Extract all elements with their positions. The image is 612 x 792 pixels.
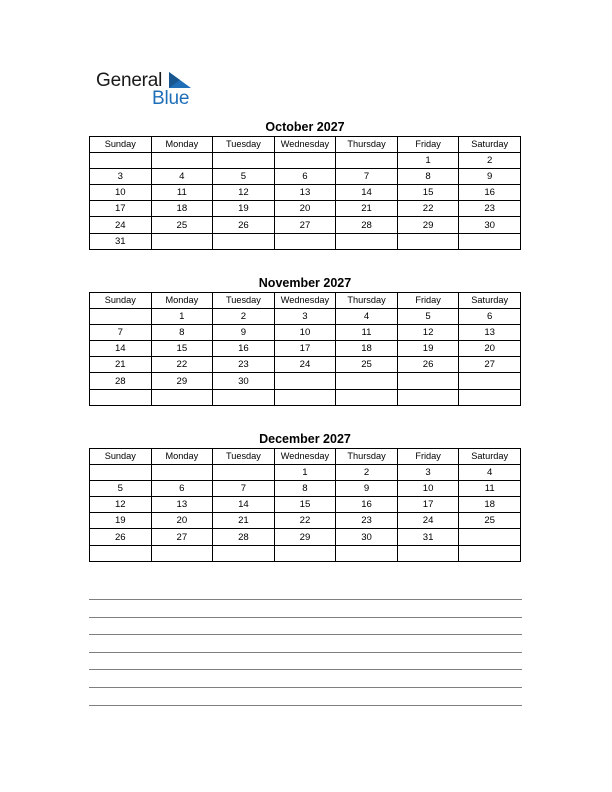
weekday-header: Saturday bbox=[459, 293, 521, 309]
day-cell: 7 bbox=[90, 325, 152, 341]
week-row bbox=[90, 465, 521, 481]
day-cell bbox=[336, 233, 398, 249]
day-cell bbox=[90, 545, 152, 561]
day-cell: 1 bbox=[274, 465, 336, 481]
day-cell: 6 bbox=[274, 169, 336, 185]
day-cell bbox=[459, 373, 521, 389]
day-cell: 26 bbox=[90, 529, 152, 545]
day-cell: 8 bbox=[397, 169, 459, 185]
week-row bbox=[90, 529, 521, 545]
week-row bbox=[90, 325, 521, 341]
day-cell: 26 bbox=[397, 357, 459, 373]
day-cell: 4 bbox=[151, 169, 213, 185]
day-cell: 29 bbox=[274, 529, 336, 545]
weekday-header: Sunday bbox=[90, 293, 152, 309]
weekday-header: Tuesday bbox=[213, 137, 275, 153]
day-cell: 26 bbox=[213, 217, 275, 233]
day-cell: 25 bbox=[151, 217, 213, 233]
day-cell bbox=[397, 545, 459, 561]
day-cell bbox=[274, 545, 336, 561]
month-december bbox=[89, 430, 521, 562]
day-cell: 24 bbox=[274, 357, 336, 373]
weekday-header: Monday bbox=[151, 449, 213, 465]
day-cell: 20 bbox=[274, 201, 336, 217]
day-cell: 27 bbox=[459, 357, 521, 373]
weekday-header: Thursday bbox=[336, 449, 398, 465]
day-cell bbox=[397, 233, 459, 249]
note-line bbox=[89, 705, 522, 723]
day-cell: 11 bbox=[336, 325, 398, 341]
day-cell: 18 bbox=[151, 201, 213, 217]
logo bbox=[96, 70, 206, 108]
day-cell bbox=[213, 389, 275, 405]
calendar-grid bbox=[89, 136, 521, 250]
day-cell: 24 bbox=[90, 217, 152, 233]
day-cell: 27 bbox=[151, 529, 213, 545]
day-cell: 12 bbox=[397, 325, 459, 341]
note-line bbox=[89, 652, 522, 670]
day-cell: 20 bbox=[459, 341, 521, 357]
note-line bbox=[89, 687, 522, 705]
day-cell: 8 bbox=[151, 325, 213, 341]
day-cell: 30 bbox=[336, 529, 398, 545]
day-cell bbox=[90, 389, 152, 405]
day-cell: 5 bbox=[397, 309, 459, 325]
day-cell: 5 bbox=[90, 481, 152, 497]
day-cell bbox=[213, 545, 275, 561]
weekday-header: Saturday bbox=[459, 137, 521, 153]
week-row bbox=[90, 309, 521, 325]
day-cell bbox=[336, 389, 398, 405]
day-cell: 8 bbox=[274, 481, 336, 497]
day-cell: 25 bbox=[459, 513, 521, 529]
day-cell: 10 bbox=[274, 325, 336, 341]
day-cell: 16 bbox=[213, 341, 275, 357]
logo-blue-text: Blue bbox=[152, 88, 190, 109]
week-row bbox=[90, 497, 521, 513]
week-row bbox=[90, 373, 521, 389]
day-cell: 18 bbox=[336, 341, 398, 357]
day-cell: 21 bbox=[213, 513, 275, 529]
day-cell: 3 bbox=[90, 169, 152, 185]
month-title: November 2027 bbox=[258, 276, 352, 290]
day-cell bbox=[151, 545, 213, 561]
day-cell: 9 bbox=[336, 481, 398, 497]
day-cell: 6 bbox=[151, 481, 213, 497]
day-cell: 28 bbox=[213, 529, 275, 545]
day-cell: 19 bbox=[90, 513, 152, 529]
day-cell: 22 bbox=[151, 357, 213, 373]
day-cell bbox=[459, 545, 521, 561]
week-row bbox=[90, 545, 521, 561]
day-cell: 23 bbox=[459, 201, 521, 217]
day-cell bbox=[90, 153, 152, 169]
day-cell: 4 bbox=[336, 309, 398, 325]
week-row bbox=[90, 217, 521, 233]
month-title: December 2027 bbox=[259, 432, 351, 446]
weekday-header-row bbox=[90, 137, 521, 153]
weekday-header: Saturday bbox=[459, 449, 521, 465]
day-cell: 17 bbox=[397, 497, 459, 513]
weekday-header-row bbox=[90, 293, 521, 309]
day-cell: 10 bbox=[90, 185, 152, 201]
day-cell: 14 bbox=[90, 341, 152, 357]
day-cell: 18 bbox=[459, 497, 521, 513]
day-cell bbox=[336, 545, 398, 561]
weekday-header: Friday bbox=[397, 449, 459, 465]
week-row bbox=[90, 201, 521, 217]
week-row bbox=[90, 513, 521, 529]
calendar-grid bbox=[89, 448, 521, 562]
day-cell bbox=[151, 389, 213, 405]
day-cell: 19 bbox=[397, 341, 459, 357]
day-cell: 13 bbox=[274, 185, 336, 201]
day-cell: 24 bbox=[397, 513, 459, 529]
calendar-grid bbox=[89, 292, 521, 406]
weekday-header: Sunday bbox=[90, 137, 152, 153]
day-cell bbox=[336, 373, 398, 389]
weekday-header: Wednesday bbox=[274, 137, 336, 153]
weekday-header: Friday bbox=[397, 293, 459, 309]
day-cell bbox=[397, 389, 459, 405]
day-cell: 9 bbox=[213, 325, 275, 341]
day-cell: 2 bbox=[336, 465, 398, 481]
day-cell: 16 bbox=[336, 497, 398, 513]
day-cell: 27 bbox=[274, 217, 336, 233]
day-cell: 23 bbox=[213, 357, 275, 373]
day-cell: 2 bbox=[213, 309, 275, 325]
day-cell: 10 bbox=[397, 481, 459, 497]
week-row bbox=[90, 153, 521, 169]
day-cell: 5 bbox=[213, 169, 275, 185]
day-cell bbox=[459, 233, 521, 249]
day-cell: 12 bbox=[90, 497, 152, 513]
day-cell: 25 bbox=[336, 357, 398, 373]
day-cell: 4 bbox=[459, 465, 521, 481]
day-cell: 14 bbox=[213, 497, 275, 513]
weekday-header: Tuesday bbox=[213, 449, 275, 465]
day-cell: 17 bbox=[274, 341, 336, 357]
day-cell: 28 bbox=[336, 217, 398, 233]
day-cell: 29 bbox=[151, 373, 213, 389]
month-october bbox=[89, 118, 521, 250]
day-cell: 6 bbox=[459, 309, 521, 325]
day-cell: 12 bbox=[213, 185, 275, 201]
note-line bbox=[89, 669, 522, 687]
day-cell: 17 bbox=[90, 201, 152, 217]
day-cell bbox=[274, 373, 336, 389]
day-cell: 3 bbox=[397, 465, 459, 481]
notes-section bbox=[89, 599, 522, 722]
day-cell: 16 bbox=[459, 185, 521, 201]
weekday-header: Wednesday bbox=[274, 293, 336, 309]
note-line bbox=[89, 617, 522, 635]
day-cell: 15 bbox=[151, 341, 213, 357]
weekday-header: Monday bbox=[151, 137, 213, 153]
week-row bbox=[90, 341, 521, 357]
day-cell: 2 bbox=[459, 153, 521, 169]
note-line bbox=[89, 634, 522, 652]
day-cell: 29 bbox=[397, 217, 459, 233]
day-cell bbox=[90, 309, 152, 325]
day-cell: 3 bbox=[274, 309, 336, 325]
day-cell: 7 bbox=[213, 481, 275, 497]
day-cell: 31 bbox=[90, 233, 152, 249]
day-cell bbox=[274, 233, 336, 249]
weekday-header: Thursday bbox=[336, 293, 398, 309]
day-cell bbox=[151, 153, 213, 169]
day-cell: 7 bbox=[336, 169, 398, 185]
day-cell: 31 bbox=[397, 529, 459, 545]
day-cell bbox=[213, 153, 275, 169]
day-cell bbox=[397, 373, 459, 389]
weekday-header: Thursday bbox=[336, 137, 398, 153]
weekday-header: Tuesday bbox=[213, 293, 275, 309]
day-cell: 19 bbox=[213, 201, 275, 217]
day-cell bbox=[151, 465, 213, 481]
day-cell: 9 bbox=[459, 169, 521, 185]
weekday-header: Monday bbox=[151, 293, 213, 309]
week-row bbox=[90, 185, 521, 201]
week-row bbox=[90, 233, 521, 249]
day-cell: 30 bbox=[459, 217, 521, 233]
weekday-header: Sunday bbox=[90, 449, 152, 465]
week-row bbox=[90, 389, 521, 405]
month-title: October 2027 bbox=[265, 120, 345, 134]
day-cell bbox=[151, 233, 213, 249]
day-cell: 15 bbox=[274, 497, 336, 513]
day-cell bbox=[459, 529, 521, 545]
note-line bbox=[89, 599, 522, 617]
day-cell: 13 bbox=[459, 325, 521, 341]
day-cell: 30 bbox=[213, 373, 275, 389]
day-cell: 21 bbox=[90, 357, 152, 373]
day-cell bbox=[213, 233, 275, 249]
day-cell: 28 bbox=[90, 373, 152, 389]
week-row bbox=[90, 481, 521, 497]
day-cell: 22 bbox=[274, 513, 336, 529]
day-cell: 23 bbox=[336, 513, 398, 529]
day-cell bbox=[213, 465, 275, 481]
day-cell: 14 bbox=[336, 185, 398, 201]
weekday-header: Friday bbox=[397, 137, 459, 153]
day-cell: 1 bbox=[151, 309, 213, 325]
weekday-header-row bbox=[90, 449, 521, 465]
week-row bbox=[90, 169, 521, 185]
weekday-header: Wednesday bbox=[274, 449, 336, 465]
day-cell bbox=[90, 465, 152, 481]
day-cell bbox=[336, 153, 398, 169]
day-cell: 21 bbox=[336, 201, 398, 217]
logo-general-text: General bbox=[96, 70, 163, 91]
day-cell bbox=[274, 389, 336, 405]
day-cell: 11 bbox=[151, 185, 213, 201]
day-cell: 13 bbox=[151, 497, 213, 513]
day-cell: 15 bbox=[397, 185, 459, 201]
day-cell bbox=[274, 153, 336, 169]
day-cell: 11 bbox=[459, 481, 521, 497]
day-cell: 20 bbox=[151, 513, 213, 529]
week-row bbox=[90, 357, 521, 373]
month-november bbox=[89, 274, 521, 406]
day-cell: 22 bbox=[397, 201, 459, 217]
day-cell: 1 bbox=[397, 153, 459, 169]
day-cell bbox=[459, 389, 521, 405]
